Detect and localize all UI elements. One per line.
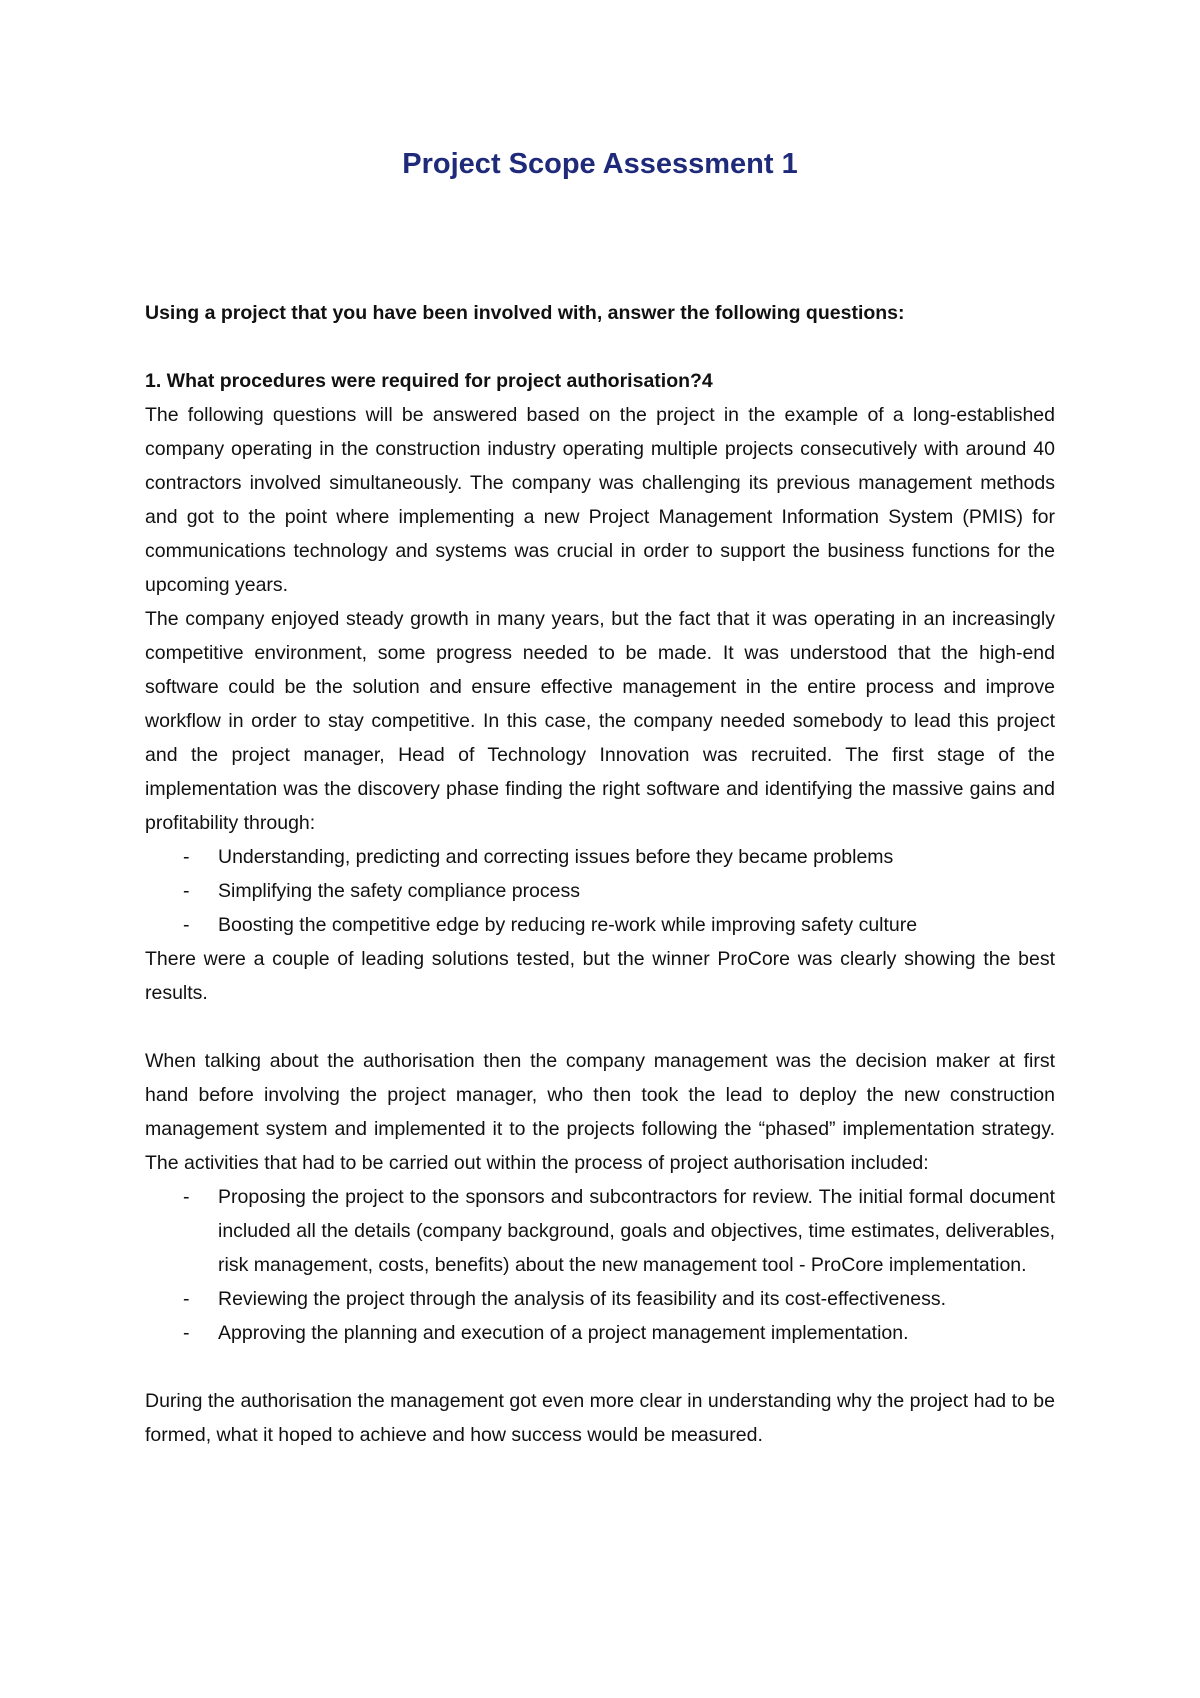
list-item: - Boosting the competitive edge by reducing re-work while improving safety culture: [145, 908, 1055, 942]
authorisation-activities-list: [145, 1180, 1055, 1350]
blank-line: [145, 1010, 1055, 1044]
list-item: - Approving the planning and execution of a project management implementation.: [145, 1316, 1055, 1350]
gains-list: [145, 840, 1055, 942]
question-heading-1: 1. What procedures were required for project authorisation?4: [145, 370, 713, 392]
dash-bullet-icon: -: [183, 846, 190, 868]
blank-line: [145, 1350, 1055, 1384]
paragraph-solution-tested: There were a couple of leading solutions tested, but the winner ProCore was clearly showing the best results.: [145, 948, 1055, 1004]
list-item: - Proposing the project to the sponsors and subcontractors for review. The initial formal document included all the details (company background, goals and objectives, time estimates, deliverables, risk management, costs, benefits) about the new management tool - ProCore implementation.: [145, 1180, 1055, 1282]
paragraph-authorisation-outcome: During the authorisation the management got even more clear in understanding why the project had to be formed, what it hoped to achieve and how success would be measured.: [145, 1390, 1055, 1446]
intro-instruction: Using a project that you have been involved with, answer the following questions:: [145, 302, 905, 324]
document-body: [145, 296, 1055, 1452]
paragraph-company-background: The following questions will be answered based on the project in the example of a long-established company operating in the construction industry operating multiple projects consecutively with around 40 contractors involved simultaneously. The company was challenging its previous management methods and got to the point where implementing a new Project Management Information System (PMIS) for communications technology and systems was crucial in order to support the business functions for the upcoming years.: [145, 404, 1055, 596]
dash-bullet-icon: -: [183, 1322, 190, 1344]
dash-bullet-icon: -: [183, 1186, 190, 1208]
list-item: - Reviewing the project through the analysis of its feasibility and its cost-effectiveness.: [145, 1282, 1055, 1316]
paragraph-authorisation: When talking about the authorisation then the company management was the decision maker at first hand before involving the project manager, who then took the lead to deploy the new construction management system and implemented it to the projects following the “phased” implementation strategy. The activities that had to be carried out within the process of project authorisation included:: [145, 1050, 1055, 1174]
list-item: - Understanding, predicting and correcting issues before they became problems: [145, 840, 1055, 874]
dash-bullet-icon: -: [183, 1288, 190, 1310]
dash-bullet-icon: -: [183, 880, 190, 902]
blank-line: [145, 330, 1055, 364]
dash-bullet-icon: -: [183, 914, 190, 936]
paragraph-growth-discovery: The company enjoyed steady growth in many years, but the fact that it was operating in an increasingly competitive environment, some progress needed to be made. It was understood that the high-end software could be the solution and ensure effective management in the entire process and improve workflow in order to stay competitive. In this case, the company needed somebody to lead this project and the project manager, Head of Technology Innovation was recruited. The first stage of the implementation was the discovery phase finding the right software and identifying the massive gains and profitability through:: [145, 608, 1055, 834]
document-title: Project Scope Assessment 1: [402, 148, 798, 180]
list-item: - Simplifying the safety compliance process: [145, 874, 1055, 908]
